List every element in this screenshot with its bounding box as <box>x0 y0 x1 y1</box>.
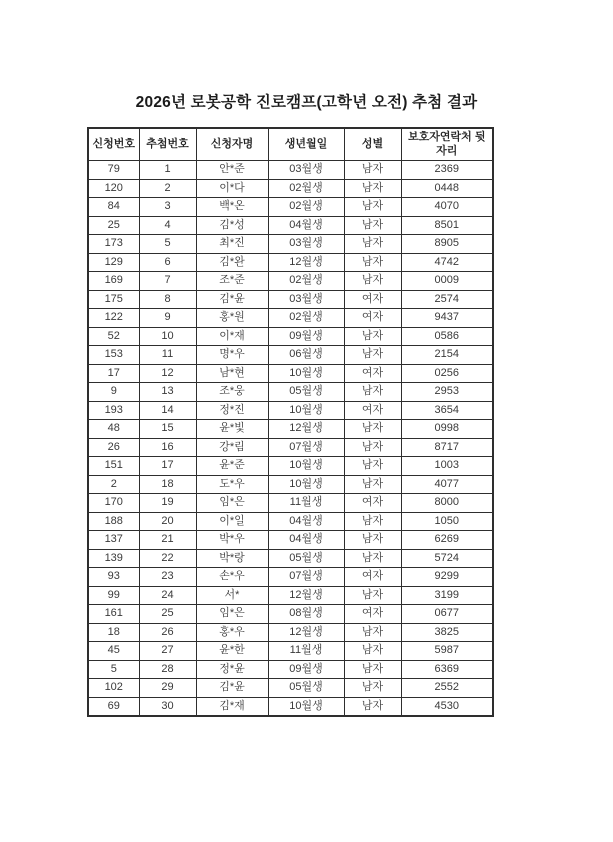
table-cell: 0998 <box>401 420 493 439</box>
table-row <box>88 512 493 531</box>
table-row <box>88 568 493 587</box>
table-cell: 10월생 <box>268 475 344 494</box>
table-cell: 남자 <box>344 438 401 457</box>
table-cell: 05월생 <box>268 383 344 402</box>
table-cell: 남자 <box>344 531 401 550</box>
table-cell: 17 <box>88 364 139 383</box>
table-cell: 2 <box>88 475 139 494</box>
table-cell: 04월생 <box>268 531 344 550</box>
table-row <box>88 216 493 235</box>
table-cell: 남자 <box>344 253 401 272</box>
table-cell: 백*온 <box>196 198 268 217</box>
table-cell: 99 <box>88 586 139 605</box>
table-cell: 김*완 <box>196 253 268 272</box>
table-cell: 5724 <box>401 549 493 568</box>
table-cell: 임*은 <box>196 605 268 624</box>
table-cell: 03월생 <box>268 290 344 309</box>
table-cell: 남자 <box>344 679 401 698</box>
table-cell: 15 <box>139 420 196 439</box>
table-cell: 1 <box>139 161 196 180</box>
table-cell: 0448 <box>401 179 493 198</box>
table-cell: 8501 <box>401 216 493 235</box>
table-cell: 명*우 <box>196 346 268 365</box>
table-cell: 9 <box>139 309 196 328</box>
table-cell: 7 <box>139 272 196 291</box>
table-cell: 5 <box>139 235 196 254</box>
table-cell: 박*우 <box>196 531 268 550</box>
table-row <box>88 679 493 698</box>
table-cell: 30 <box>139 697 196 716</box>
table-cell: 0586 <box>401 327 493 346</box>
table-row <box>88 290 493 309</box>
table-cell: 18 <box>139 475 196 494</box>
table-cell: 남자 <box>344 697 401 716</box>
table-cell: 93 <box>88 568 139 587</box>
table-cell: 05월생 <box>268 679 344 698</box>
column-header: 생년월일 <box>268 128 344 161</box>
table-cell: 02월생 <box>268 179 344 198</box>
table-cell: 서* <box>196 586 268 605</box>
table-cell: 6 <box>139 253 196 272</box>
table-cell: 120 <box>88 179 139 198</box>
table-cell: 188 <box>88 512 139 531</box>
table-row <box>88 309 493 328</box>
table-cell: 12월생 <box>268 623 344 642</box>
table-cell: 4742 <box>401 253 493 272</box>
table-cell: 03월생 <box>268 161 344 180</box>
table-cell: 08월생 <box>268 605 344 624</box>
table-cell: 남자 <box>344 327 401 346</box>
table-row <box>88 494 493 513</box>
table-cell: 69 <box>88 697 139 716</box>
table-cell: 도*우 <box>196 475 268 494</box>
table-cell: 25 <box>139 605 196 624</box>
table-row <box>88 586 493 605</box>
table-cell: 8905 <box>401 235 493 254</box>
table-cell: 17 <box>139 457 196 476</box>
table-cell: 여자 <box>344 494 401 513</box>
table-cell: 조*준 <box>196 272 268 291</box>
table-row <box>88 697 493 716</box>
table-cell: 5 <box>88 660 139 679</box>
table-row <box>88 235 493 254</box>
table-cell: 12 <box>139 364 196 383</box>
table-cell: 여자 <box>344 568 401 587</box>
table-cell: 4070 <box>401 198 493 217</box>
table-row <box>88 623 493 642</box>
table-cell: 윤*한 <box>196 642 268 661</box>
table-cell: 여자 <box>344 309 401 328</box>
table-row <box>88 253 493 272</box>
table-cell: 남*현 <box>196 364 268 383</box>
table-cell: 173 <box>88 235 139 254</box>
table-cell: 윤*준 <box>196 457 268 476</box>
column-header: 신청자명 <box>196 128 268 161</box>
table-cell: 02월생 <box>268 198 344 217</box>
table-cell: 07월생 <box>268 568 344 587</box>
table-cell: 10월생 <box>268 697 344 716</box>
table-cell: 남자 <box>344 549 401 568</box>
table-cell: 04월생 <box>268 216 344 235</box>
table-cell: 남자 <box>344 179 401 198</box>
table-cell: 4 <box>139 216 196 235</box>
table-cell: 10월생 <box>268 364 344 383</box>
table-cell: 12월생 <box>268 420 344 439</box>
table-cell: 강*림 <box>196 438 268 457</box>
table-row <box>88 438 493 457</box>
table-cell: 84 <box>88 198 139 217</box>
table-cell: 여자 <box>344 605 401 624</box>
table-cell: 김*윤 <box>196 679 268 698</box>
table-cell: 29 <box>139 679 196 698</box>
table-cell: 25 <box>88 216 139 235</box>
table-cell: 윤*빛 <box>196 420 268 439</box>
table-cell: 9299 <box>401 568 493 587</box>
table-row <box>88 642 493 661</box>
column-header: 보호자연락처 뒷자리 <box>401 128 493 161</box>
table-cell: 02월생 <box>268 309 344 328</box>
table-cell: 남자 <box>344 586 401 605</box>
table-cell: 손*우 <box>196 568 268 587</box>
table-row <box>88 457 493 476</box>
lottery-results-table <box>87 127 494 717</box>
table-cell: 3199 <box>401 586 493 605</box>
table-cell: 남자 <box>344 660 401 679</box>
table-cell: 홍*우 <box>196 623 268 642</box>
table-cell: 8000 <box>401 494 493 513</box>
table-cell: 09월생 <box>268 327 344 346</box>
table-cell: 10월생 <box>268 401 344 420</box>
table-cell: 2574 <box>401 290 493 309</box>
table-row <box>88 346 493 365</box>
table-cell: 홍*원 <box>196 309 268 328</box>
table-cell: 19 <box>139 494 196 513</box>
table-cell: 남자 <box>344 512 401 531</box>
table-row <box>88 401 493 420</box>
table-cell: 3825 <box>401 623 493 642</box>
table-cell: 21 <box>139 531 196 550</box>
table-cell: 김*윤 <box>196 290 268 309</box>
table-cell: 2 <box>139 179 196 198</box>
table-cell: 남자 <box>344 420 401 439</box>
table-cell: 남자 <box>344 475 401 494</box>
table-cell: 남자 <box>344 383 401 402</box>
table-cell: 0677 <box>401 605 493 624</box>
table-row <box>88 475 493 494</box>
results-table-body <box>88 161 493 717</box>
table-row <box>88 420 493 439</box>
table-cell: 161 <box>88 605 139 624</box>
table-cell: 45 <box>88 642 139 661</box>
table-cell: 0009 <box>401 272 493 291</box>
table-cell: 남자 <box>344 623 401 642</box>
table-cell: 12월생 <box>268 586 344 605</box>
table-cell: 04월생 <box>268 512 344 531</box>
table-cell: 6269 <box>401 531 493 550</box>
page-title: 2026년 로봇공학 진로캠프(고학년 오전) 추첨 결과 <box>135 94 478 111</box>
table-cell: 6369 <box>401 660 493 679</box>
table-cell: 129 <box>88 253 139 272</box>
table-header-row <box>88 128 493 161</box>
table-cell: 정*진 <box>196 401 268 420</box>
table-cell: 이*재 <box>196 327 268 346</box>
table-cell: 남자 <box>344 272 401 291</box>
table-cell: 169 <box>88 272 139 291</box>
column-header: 추첨번호 <box>139 128 196 161</box>
table-cell: 김*재 <box>196 697 268 716</box>
table-cell: 122 <box>88 309 139 328</box>
table-cell: 남자 <box>344 346 401 365</box>
table-cell: 07월생 <box>268 438 344 457</box>
table-cell: 남자 <box>344 642 401 661</box>
table-cell: 최*진 <box>196 235 268 254</box>
table-cell: 24 <box>139 586 196 605</box>
table-cell: 여자 <box>344 364 401 383</box>
table-cell: 153 <box>88 346 139 365</box>
table-cell: 2154 <box>401 346 493 365</box>
table-row <box>88 605 493 624</box>
table-cell: 남자 <box>344 161 401 180</box>
table-cell: 16 <box>139 438 196 457</box>
table-cell: 14 <box>139 401 196 420</box>
table-cell: 10월생 <box>268 457 344 476</box>
table-cell: 3 <box>139 198 196 217</box>
table-row <box>88 198 493 217</box>
table-cell: 남자 <box>344 198 401 217</box>
table-cell: 여자 <box>344 290 401 309</box>
table-cell: 151 <box>88 457 139 476</box>
table-cell: 남자 <box>344 235 401 254</box>
table-cell: 139 <box>88 549 139 568</box>
table-cell: 9437 <box>401 309 493 328</box>
table-cell: 11월생 <box>268 494 344 513</box>
table-cell: 18 <box>88 623 139 642</box>
table-row <box>88 161 493 180</box>
column-header: 신청번호 <box>88 128 139 161</box>
table-cell: 이*다 <box>196 179 268 198</box>
table-cell: 남자 <box>344 457 401 476</box>
table-row <box>88 660 493 679</box>
table-row <box>88 549 493 568</box>
column-header: 성별 <box>344 128 401 161</box>
table-cell: 28 <box>139 660 196 679</box>
table-cell: 안*준 <box>196 161 268 180</box>
table-cell: 170 <box>88 494 139 513</box>
table-cell: 102 <box>88 679 139 698</box>
table-cell: 20 <box>139 512 196 531</box>
table-row <box>88 179 493 198</box>
table-cell: 10 <box>139 327 196 346</box>
table-cell: 137 <box>88 531 139 550</box>
table-cell: 0256 <box>401 364 493 383</box>
table-cell: 09월생 <box>268 660 344 679</box>
table-cell: 26 <box>88 438 139 457</box>
table-cell: 2953 <box>401 383 493 402</box>
table-cell: 박*랑 <box>196 549 268 568</box>
table-cell: 3654 <box>401 401 493 420</box>
table-row <box>88 364 493 383</box>
table-cell: 김*성 <box>196 216 268 235</box>
table-cell: 22 <box>139 549 196 568</box>
table-cell: 06월생 <box>268 346 344 365</box>
table-cell: 조*웅 <box>196 383 268 402</box>
table-cell: 79 <box>88 161 139 180</box>
table-row <box>88 383 493 402</box>
table-cell: 26 <box>139 623 196 642</box>
table-cell: 임*은 <box>196 494 268 513</box>
table-cell: 52 <box>88 327 139 346</box>
table-cell: 175 <box>88 290 139 309</box>
table-row <box>88 327 493 346</box>
table-cell: 정*윤 <box>196 660 268 679</box>
table-cell: 9 <box>88 383 139 402</box>
table-cell: 13 <box>139 383 196 402</box>
table-cell: 8 <box>139 290 196 309</box>
table-cell: 4077 <box>401 475 493 494</box>
table-row <box>88 531 493 550</box>
table-cell: 여자 <box>344 401 401 420</box>
table-cell: 4530 <box>401 697 493 716</box>
table-cell: 2369 <box>401 161 493 180</box>
table-cell: 1003 <box>401 457 493 476</box>
table-cell: 이*일 <box>196 512 268 531</box>
table-cell: 23 <box>139 568 196 587</box>
table-cell: 2552 <box>401 679 493 698</box>
table-cell: 11월생 <box>268 642 344 661</box>
table-cell: 48 <box>88 420 139 439</box>
table-cell: 1050 <box>401 512 493 531</box>
table-row <box>88 272 493 291</box>
table-cell: 03월생 <box>268 235 344 254</box>
table-cell: 12월생 <box>268 253 344 272</box>
table-cell: 8717 <box>401 438 493 457</box>
table-cell: 02월생 <box>268 272 344 291</box>
table-cell: 11 <box>139 346 196 365</box>
table-cell: 남자 <box>344 216 401 235</box>
table-cell: 193 <box>88 401 139 420</box>
table-cell: 05월생 <box>268 549 344 568</box>
table-cell: 5987 <box>401 642 493 661</box>
table-cell: 27 <box>139 642 196 661</box>
